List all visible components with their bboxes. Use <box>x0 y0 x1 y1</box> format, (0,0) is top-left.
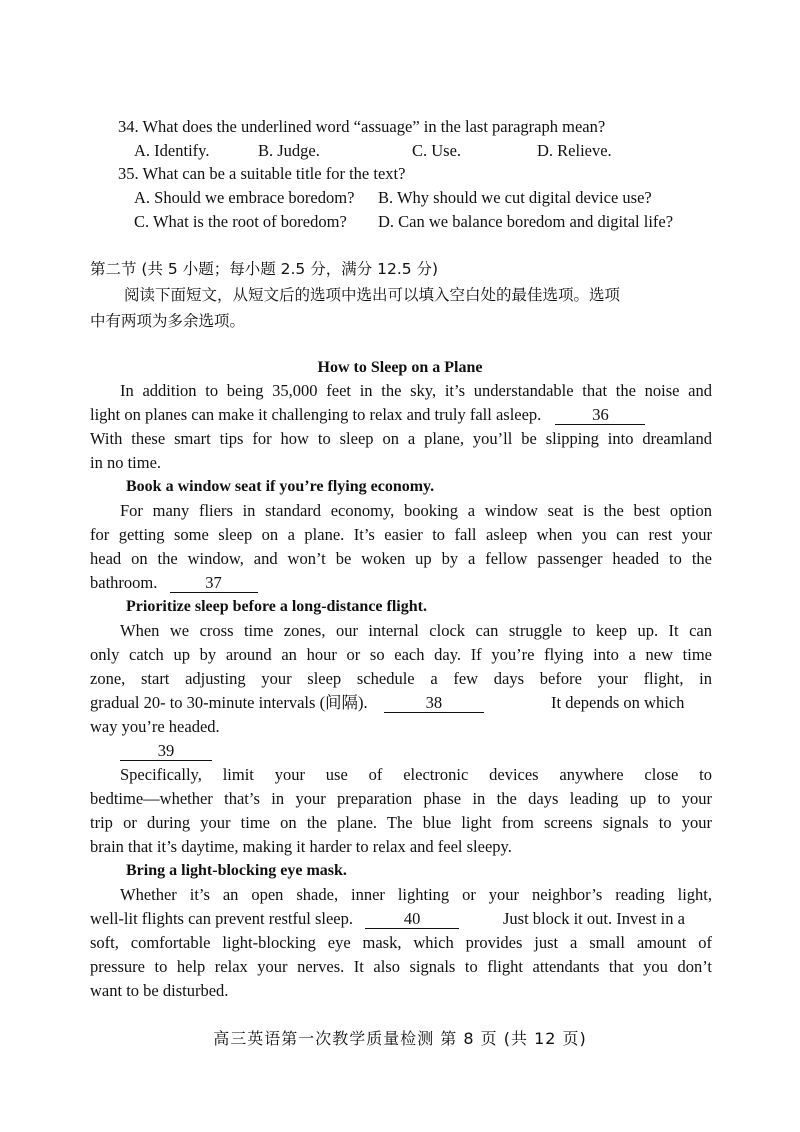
q35-option-d: D. Can we balance boredom and digital life? <box>378 212 674 231</box>
section2-instruction-line2: 中有两项为多余选项。 <box>90 312 246 330</box>
q35-option-c: C. What is the root of boredom? <box>134 212 347 231</box>
p1-line1: In addition to being 35,000 feet in the sky, it’s understandable that the noise and <box>120 381 712 400</box>
p3-line4-text: gradual 20- to 30-minute intervals (间隔). <box>90 693 368 712</box>
p2-line4-text: bathroom. <box>90 573 158 592</box>
section2-header: 第二节 (共 5 小题；每小题 2.5 分，满分 12.5 分) <box>90 260 439 278</box>
p5-line2 <box>90 908 459 930</box>
p3-line5: way you’re headed. <box>90 717 220 736</box>
p3-line2: only catch up by around an hour or so each day. If you’re flying into a new time <box>90 645 712 664</box>
question-35-stem: 35. What can be a suitable title for the text? <box>118 164 406 183</box>
p3-line4-tail: It depends on which <box>551 693 685 712</box>
blank-39: 39 <box>120 742 212 761</box>
blank-40: 40 <box>365 910 459 929</box>
p3-line3: zone, start adjusting your sleep schedule a few days before your flight, in <box>90 669 712 688</box>
p5-line2-tail: Just block it out. Invest in a <box>503 909 685 928</box>
blank-38: 38 <box>384 694 484 713</box>
blank-37: 37 <box>170 574 258 593</box>
p1-line2 <box>90 404 645 426</box>
section2-instruction-line1: 阅读下面短文，从短文后的选项中选出可以填入空白处的最佳选项。选项 <box>124 286 621 304</box>
p1-line3: With these smart tips for how to sleep on a plane, you’ll be slipping into dreamland <box>90 429 712 448</box>
p4-line3: trip or during your time on the plane. The blue light from screens signals to your <box>90 813 712 832</box>
p3-line1: When we cross time zones, our internal clock can struggle to keep up. It can <box>120 621 712 640</box>
p4-line2: bedtime—whether that’s in your preparation phase in the days leading up to your <box>90 789 712 808</box>
p5-line2-text: well-lit flights can prevent restful sleep. <box>90 909 354 928</box>
p2-line4 <box>90 572 258 594</box>
q34-option-d: D. Relieve. <box>537 141 612 160</box>
q34-option-b: B. Judge. <box>258 141 320 160</box>
heading-eye-mask: Bring a light-blocking eye mask. <box>126 862 347 879</box>
p5-line5: want to be disturbed. <box>90 981 229 1000</box>
question-34-stem: 34. What does the underlined word “assuage” in the last paragraph mean? <box>118 117 606 136</box>
p5-line3: soft, comfortable light-blocking eye mask, which provides just a small amount of <box>90 933 712 952</box>
p5-line1: Whether it’s an open shade, inner lighting or your neighbor’s reading light, <box>120 885 712 904</box>
blank-36: 36 <box>555 406 645 425</box>
p1-line2-text: light on planes can make it challenging to relax and truly fall asleep. <box>90 405 542 424</box>
p2-line3: head on the window, and won’t be woken up by a fellow passenger headed to the <box>90 549 712 568</box>
p5-line4: pressure to help relax your nerves. It also signals to flight attendants that you don’t <box>90 957 712 976</box>
p4-line4: brain that it’s daytime, making it harder to relax and feel sleepy. <box>90 837 512 856</box>
p2-line2: for getting some sleep on a plane. It’s easier to fall asleep when you can rest your <box>90 525 712 544</box>
p4-line1: Specifically, limit your use of electronic devices anywhere close to <box>120 765 712 784</box>
q35-option-a: A. Should we embrace boredom? <box>134 188 355 207</box>
q35-option-b: B. Why should we cut digital device use? <box>378 188 652 207</box>
p1-line4: in no time. <box>90 453 162 472</box>
heading-prioritize-sleep: Prioritize sleep before a long-distance flight. <box>126 598 427 615</box>
passage-title: How to Sleep on a Plane <box>317 359 483 376</box>
q34-option-c: C. Use. <box>412 141 462 160</box>
heading-window-seat: Book a window seat if you’re flying economy. <box>126 478 435 495</box>
q34-option-a: A. Identify. <box>134 141 210 160</box>
blank-39-line <box>120 740 212 762</box>
page-footer: 高三英语第一次教学质量检测 第 8 页 (共 12 页) <box>213 1029 587 1048</box>
p2-line1: For many fliers in standard economy, booking a window seat is the best option <box>120 501 712 520</box>
p3-line4 <box>90 692 484 714</box>
